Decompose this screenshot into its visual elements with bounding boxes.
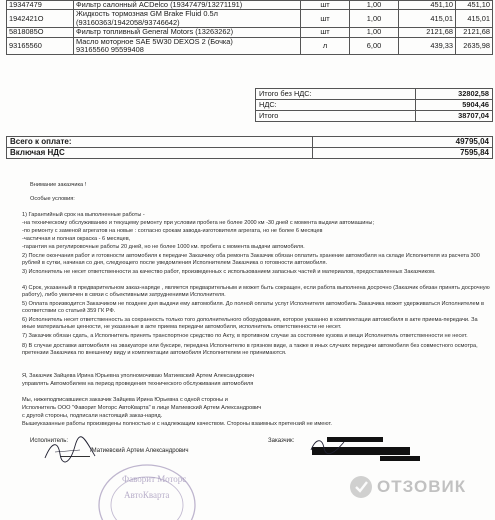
condition-5: 5) Оплата производится Заказчиком не позднее дня выдачи ему автомобиля. До полной оплаты услуг Исполнителя автомобиль Заказчика может удерживаться Исполнителем в соответствии со статьей 359 ГК РФ. <box>22 301 484 314</box>
condition-4: 4) Срок, указанный в предварительном заказ-наряде , является предварительным и может быть сокращен, если работа выполнена досрочно (Заказчик обязан принять досрочную работу), либо увеличен в связи с объективными затруднениями Исполнителя. <box>22 285 490 298</box>
table-row <box>7 10 493 28</box>
item-name-line2: (93160363/1942058/93746642) <box>76 17 180 27</box>
item-name-line1: Жидкость тормозная GM Brake Fluid 0.5л <box>76 9 218 19</box>
customer-signature <box>308 434 348 456</box>
otzovik-watermark <box>347 473 487 501</box>
executor-signature <box>40 436 100 466</box>
condition-1a: -на техническому обслуживанию и текущему ремонту при условии пробега не более 2000 км -30 дней с момента выдачи автомашины; <box>22 220 375 226</box>
agreement-line-3: с другой стороны, подписали настоящий заказ-наряд. <box>22 413 163 419</box>
condition-3: 3) Исполнитель не несет ответственности за качество работ, произведенных с использованием запасных частей и материалов, предоставленных Заказчиком. <box>22 269 436 275</box>
condition-2: 2) После окончания работ и готовности автомобиля к передаче Заказчику оба ремонта Заказчик обязан оплатить хранение автомобиля на складе Исполнителя из расчета 300 рублей в сутки, начиная со дня, следующего после уведомления Исполнителем Заказчика о готовности автомобиля. <box>22 253 480 266</box>
totals-value: 5904,46 <box>416 100 493 111</box>
condition-1b: -по ремонту с заменой агрегатов на новые : согласно срокам завода-изготовителя агрегата, но не более 6 месяцев <box>22 228 323 234</box>
item-code: 1942421O <box>7 10 74 28</box>
item-price: 2121,68 <box>399 28 456 37</box>
item-code: 19347479 <box>7 1 74 10</box>
grand-row <box>7 148 493 159</box>
item-name-line1: Масло моторное SAE 5W30 DEXOS 2 (Бочка) <box>76 36 233 46</box>
item-qty: 1,00 <box>350 1 399 10</box>
item-qty: 6,00 <box>350 37 399 55</box>
totals-table <box>255 88 493 122</box>
totals-row <box>256 89 493 100</box>
condition-1c: -частичная и полная окраска - 6 месяцев, <box>22 236 131 242</box>
agreement-line-4: Вышеуказанные работы произведены полностью и с надлежащим качеством. Стороны взаимных претензий не имеют. <box>22 421 332 427</box>
item-code: 93165560 <box>7 37 74 55</box>
authorization-line-2: управлять Автомобилем на период проведения технического обслуживания автомобиля <box>22 381 254 387</box>
executor-name: /Матиевский Артем Александрович <box>90 448 189 454</box>
totals-label: Итого <box>256 111 416 122</box>
item-price: 415,01 <box>399 10 456 28</box>
totals-row <box>256 111 493 122</box>
item-sum: 2121,68 <box>456 28 493 37</box>
item-name: Фильтр топливный General Motors (13263262) <box>74 28 301 37</box>
item-unit: л <box>301 37 350 55</box>
watermark-text: ОТЗОВИК <box>377 477 467 496</box>
agreement-line-1: Мы, нижеподписавшиеся заказчик Зайцева Ирина Юрьевна с одной стороны и <box>22 397 228 403</box>
grand-label: Включая НДС <box>7 148 313 159</box>
notice-greeting: Внимание заказчика ! <box>30 182 87 188</box>
item-price: 439,33 <box>399 37 456 55</box>
totals-value: 38707,04 <box>416 111 493 122</box>
item-name <box>74 37 301 55</box>
item-price: 451,10 <box>399 1 456 10</box>
grand-value: 7595,84 <box>312 148 492 159</box>
conditions-title: Особые условия: <box>30 196 75 202</box>
grand-row <box>7 137 493 148</box>
item-qty: 1,00 <box>350 10 399 28</box>
item-unit: шт <box>301 28 350 37</box>
grand-label: Всего к оплате: <box>7 137 313 148</box>
grand-value: 49795,04 <box>312 137 492 148</box>
item-sum: 415,01 <box>456 10 493 28</box>
item-code: 5818085O <box>7 28 74 37</box>
redacted-block <box>380 456 420 461</box>
condition-6: 6) Исполнитель несет ответственность за сохранность только того дополнительного оборудования, которое указанно в комплектации автомобиля в акте приема-передачи. За иные материальные ценности, не указанные в акте приема передачи автомобиля, исполнитель ответственности не несет. <box>22 317 478 330</box>
item-qty: 1,00 <box>350 28 399 37</box>
condition-1: 1) Гарантийный срок на выполненные работы - <box>22 212 145 218</box>
item-unit: шт <box>301 1 350 10</box>
authorization-line-1: Я, Заказчик Зайцева Ирина Юрьевна уполномочиваю Матиевский Артем Александрович <box>22 373 254 379</box>
stamp-text: Фаворит Моторс <box>122 474 187 484</box>
stamp-text-2: АвтоКварта <box>124 490 170 500</box>
agreement-line-2: Исполнитель ООО "Фаворит Моторс АвтоКварта" в лице Матиевский Артем Александрович <box>22 405 262 411</box>
grand-total-table <box>6 136 493 159</box>
item-name: Фильтр салонный ACDelco (19347479/13271191) <box>74 1 301 10</box>
totals-value: 32802,58 <box>416 89 493 100</box>
totals-label: НДС: <box>256 100 416 111</box>
executor-label: Исполнитель: <box>30 438 69 444</box>
item-sum: 451,10 <box>456 1 493 10</box>
totals-label: Итого без НДС: <box>256 89 416 100</box>
customer-label: Заказчик: <box>268 438 295 444</box>
item-name <box>74 10 301 28</box>
totals-row <box>256 100 493 111</box>
condition-8: 8) В случае доставки автомобиля на эвакуаторе или буксире, передача Исполнителю в грязном виде, а также в иных случаях передачи автомобиля без совместного осмотра, претензии Заказчика по внешнему виду и комплектации автомобиля Исполнителем не принимаются. <box>22 343 478 356</box>
condition-1d: -гарантия на регулировочные работы 20 дней, но не более 1000 км. пробега с момента выдачи автомобиля. <box>22 244 305 250</box>
item-unit: шт <box>301 10 350 28</box>
table-row <box>7 37 493 55</box>
company-stamp <box>92 460 202 520</box>
items-table <box>6 0 493 55</box>
table-row <box>7 28 493 37</box>
condition-7: 7) Заказчик обязан сдать, а Исполнитель принять транспортное средство по Акту, в противном случае за состояние кузова и вещи Исполнитель ответственности не несет. <box>22 333 468 339</box>
item-sum: 2635,98 <box>456 37 493 55</box>
item-name-line2: 93165560 95599408 <box>76 45 144 55</box>
